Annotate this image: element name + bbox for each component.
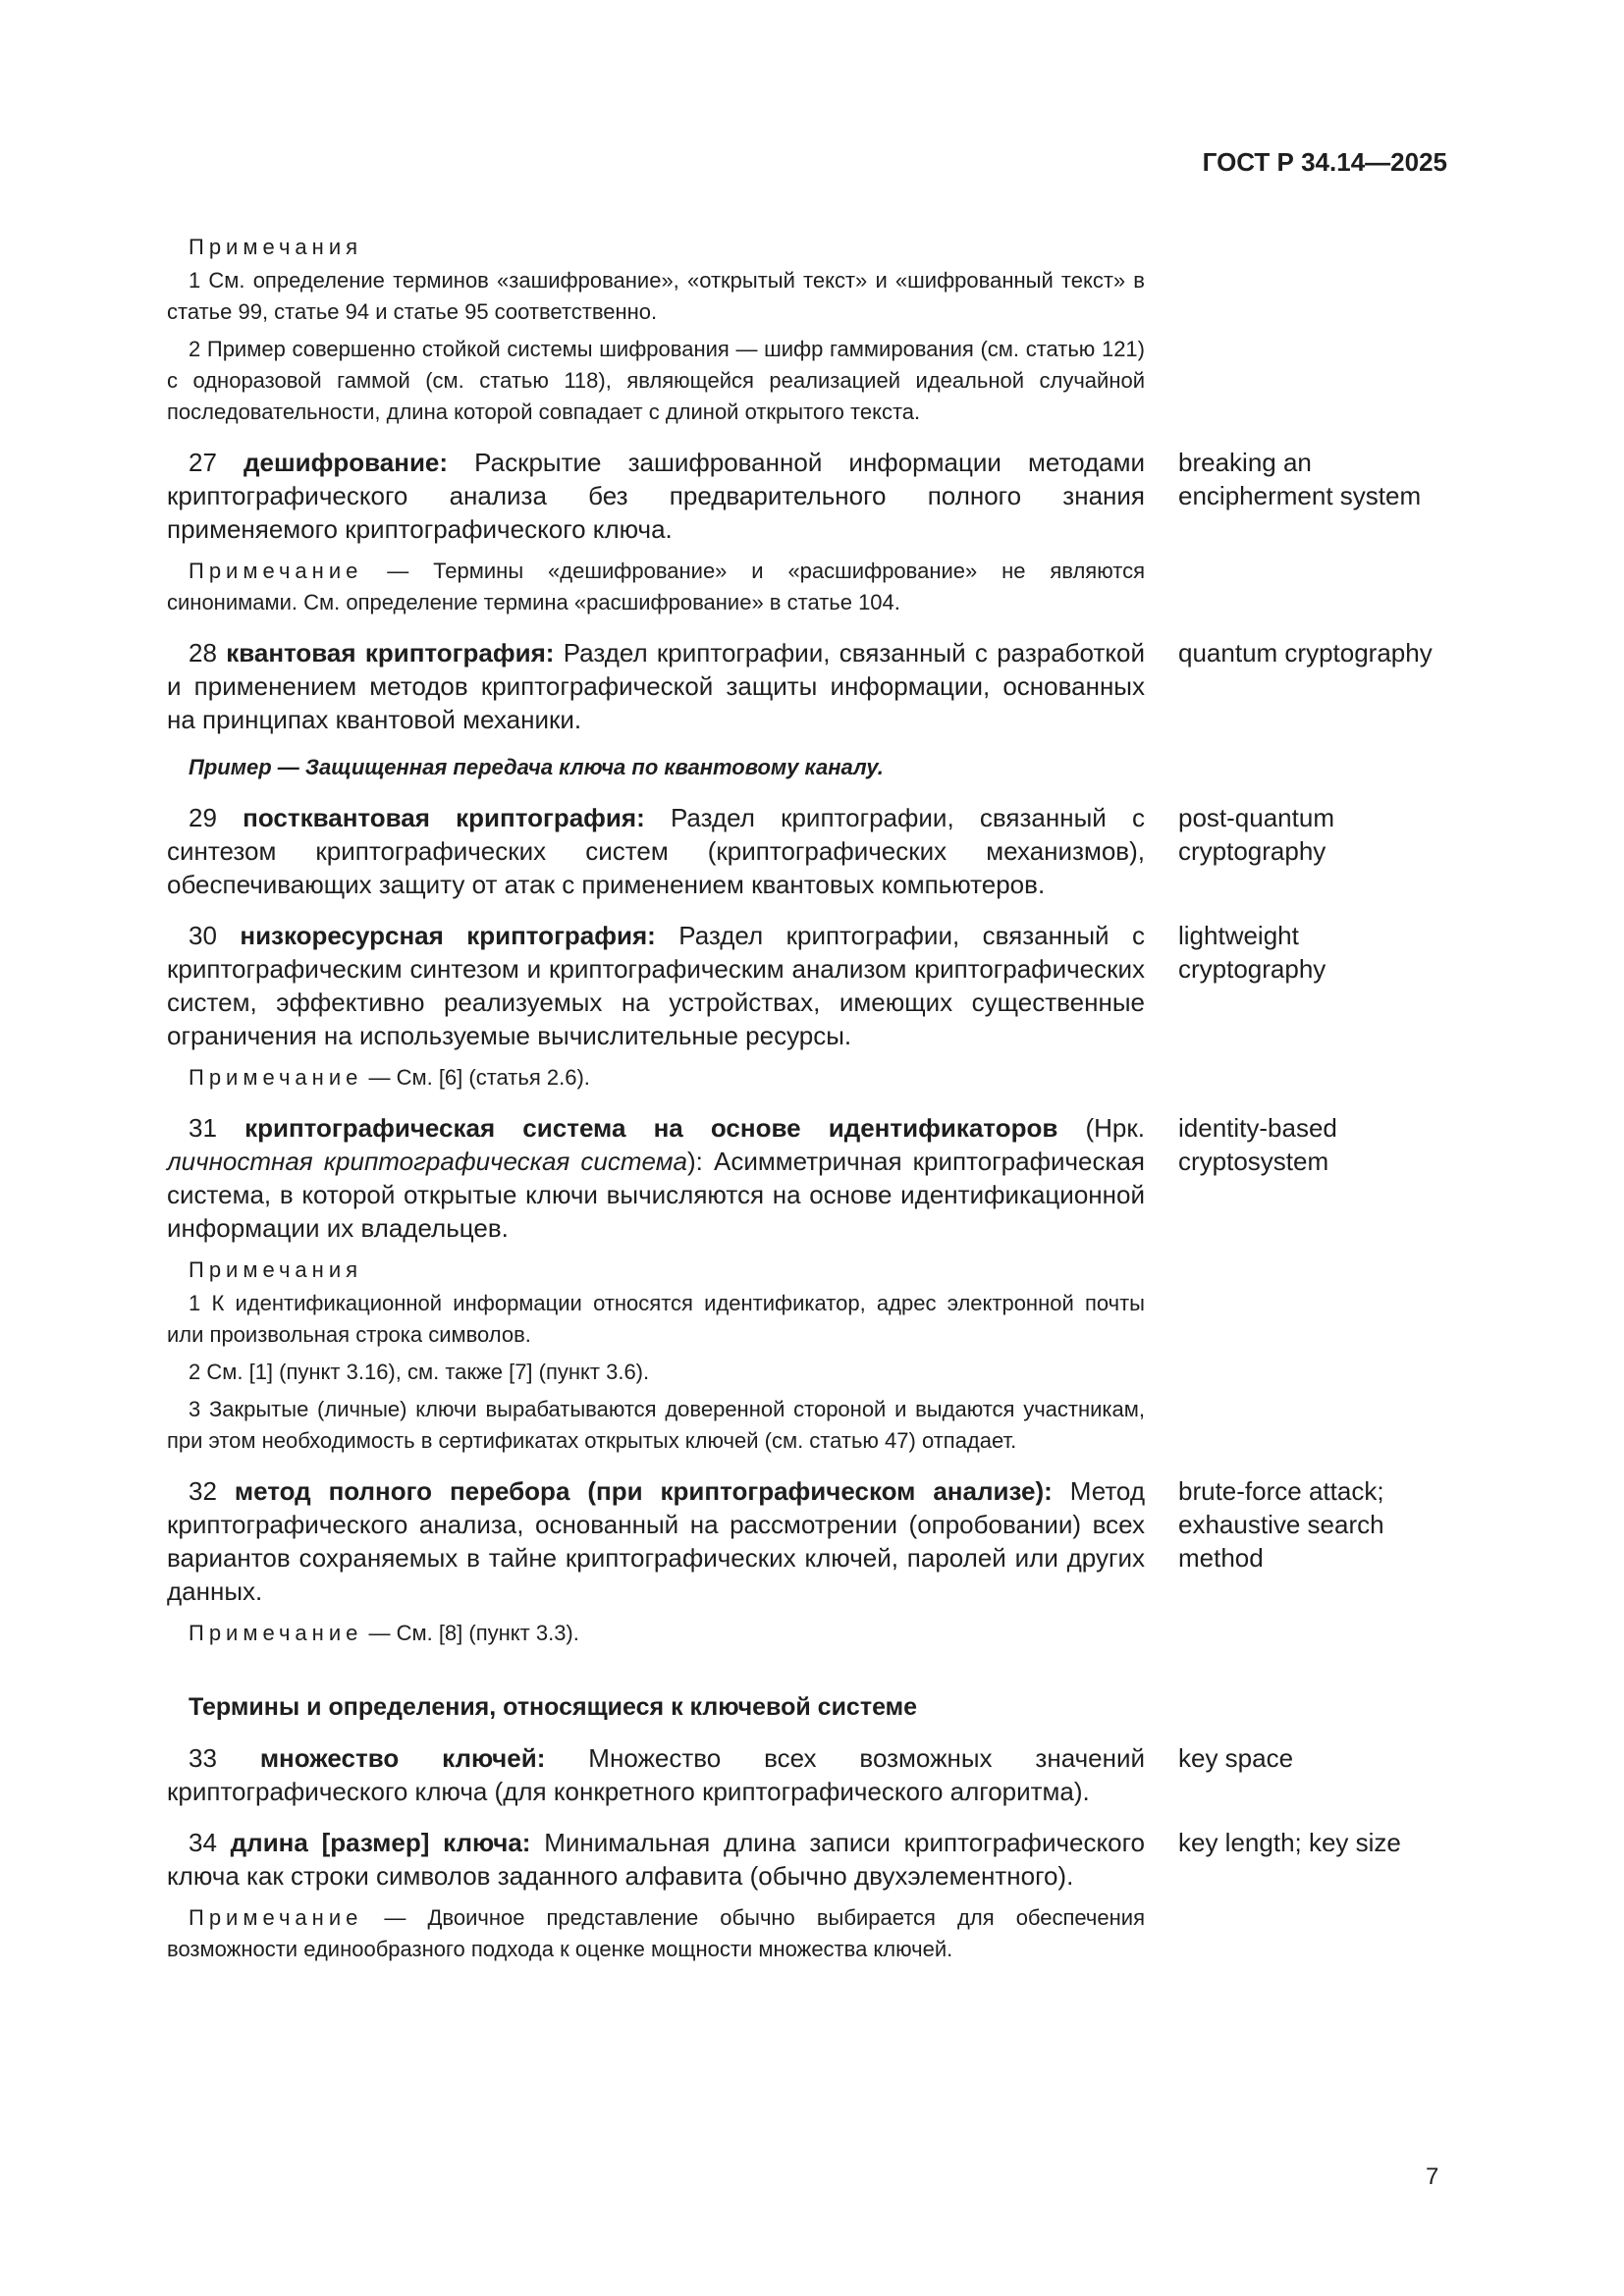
term-name: дешифрование:: [244, 448, 449, 477]
note-content: — Термины «дешифрование» и «расшифрование» не являются синонимами. См. определение термина «расшифрование» в статье 104.: [167, 559, 1145, 614]
document-header: ГОСТ Р 34.14—2025: [1202, 147, 1447, 177]
term-alt-close: ):: [686, 1147, 703, 1176]
section-heading: Термины и определения, относящиеся к ключевой системе: [189, 1693, 918, 1721]
term-number: 31: [189, 1113, 217, 1143]
term-body: [167, 1826, 1145, 1893]
notes-label: Примечания: [189, 235, 363, 259]
term-number: 28: [189, 638, 217, 667]
term-english: key space: [1178, 1743, 1294, 1773]
term-example: Пример — Защищенная передача ключа по квантовому каналу.: [189, 755, 884, 779]
term-body: [167, 1111, 1145, 1245]
term-english: brute-force attack; exhaustive search method: [1178, 1476, 1384, 1573]
note-label: Примечание: [189, 559, 363, 583]
term-body: [167, 801, 1145, 901]
term-english: key length; key size: [1178, 1828, 1401, 1857]
term-definition: Метод криптографического анализа, основанный на рассмотрении (опробовании) всех вариантов сохраняемых в тайне криптографических ключей, паролей или других данных.: [167, 1476, 1145, 1606]
term-name: низкоресурсная криптография:: [240, 921, 656, 950]
term-body: [167, 636, 1145, 736]
term-note: [167, 556, 1145, 618]
term-note: [167, 1618, 1145, 1649]
term-english: lightweight cryptography: [1178, 921, 1326, 984]
term-body: [167, 1474, 1145, 1608]
note-item: 2 См. [1] (пункт 3.16), см. также [7] (пункт 3.6).: [189, 1360, 650, 1384]
term-note: [167, 1062, 1145, 1094]
notes-label: Примечания: [189, 1257, 363, 1282]
term-definition: Раздел криптографии, связанный с разработкой и применением методов криптографической защиты информации, основанных на принципах квантовой механики.: [167, 638, 1145, 734]
term-entry-34: [167, 1826, 1443, 1893]
term-entry-30: [167, 919, 1443, 1052]
term-entry-31: [167, 1111, 1443, 1245]
term-number: 34: [189, 1828, 217, 1857]
term-english: quantum cryptography: [1178, 638, 1433, 667]
term-english: post-quantum cryptography: [1178, 803, 1334, 866]
term-definition: Раздел криптографии, связанный с криптографическим синтезом и криптографическим анализом криптографических систем, эффективно реализуемых на устройствах, имеющих существенные ограничения на используемые вычислительные ресурсы.: [167, 921, 1145, 1050]
term-number: 29: [189, 803, 217, 832]
note-label: Примечание: [189, 1905, 363, 1930]
term-definition: Асимметричная криптографическая система, в которой открытые ключи вычисляются на основе идентификационной информации их владельцев.: [167, 1147, 1145, 1243]
term-body: [167, 919, 1145, 1052]
term-alt-open: (Нрк.: [1057, 1113, 1145, 1143]
term-name: криптографическая система на основе идентификаторов: [244, 1113, 1058, 1143]
note-item: 1 К идентификационной информации относятся идентификатор, адрес электронной почты или произвольная строка символов.: [167, 1291, 1145, 1347]
term-number: 32: [189, 1476, 217, 1506]
term-entry-33: [167, 1741, 1443, 1808]
term-note: [167, 1902, 1145, 1965]
note-content: — См. [6] (статья 2.6).: [368, 1065, 590, 1090]
note-content: — Двоичное представление обычно выбирается для обеспечения возможности единообразного подхода к оценке мощности множества ключей.: [167, 1905, 1145, 1961]
term-alt-name: личностная криптографическая система: [167, 1147, 687, 1176]
term-entry-28: [167, 636, 1443, 736]
term-number: 27: [189, 448, 217, 477]
term-name: метод полного перебора (при криптографическом анализе):: [234, 1476, 1053, 1506]
note-item: 2 Пример совершенно стойкой системы шифрования — шифр гаммирования (см. статью 121) с одноразовой гаммой (см. статью 118), являющейся реализацией идеальной случайной последовательности, длина которой совпадает с длиной открытого текста.: [167, 337, 1145, 424]
term-english: identity-based cryptosystem: [1178, 1113, 1337, 1176]
term-english: breaking an encipherment system: [1178, 448, 1422, 510]
note-label: Примечание: [189, 1621, 363, 1645]
term-entry-32: [167, 1474, 1443, 1608]
term-definition: Множество всех возможных значений криптографического ключа (для конкретного криптографического алгоритма).: [167, 1743, 1145, 1806]
term-body: [167, 446, 1145, 546]
term-number: 33: [189, 1743, 217, 1773]
note-content: — См. [8] (пункт 3.3).: [368, 1621, 579, 1645]
term-definition: Раскрытие зашифрованной информации методами криптографического анализа без предварительного полного знания применяемого криптографического ключа.: [167, 448, 1145, 544]
document-body: [167, 232, 1443, 1971]
term-name: длина [размер] ключа:: [230, 1828, 531, 1857]
term-name: квантовая криптография:: [226, 638, 555, 667]
note-label: Примечание: [189, 1065, 363, 1090]
term-name: постквантовая криптография:: [243, 803, 645, 832]
note-item: 3 Закрытые (личные) ключи вырабатываются доверенной стороной и выдаются участникам, при этом необходимость в сертификатах открытых ключей (см. статью 47) отпадает.: [167, 1397, 1145, 1453]
term-body: [167, 1741, 1145, 1808]
term-definition: Раздел криптографии, связанный с синтезом криптографических систем (криптографических механизмов), обеспечивающих защиту от атак с применением квантовых компьютеров.: [167, 803, 1145, 899]
note-item: 1 См. определение терминов «зашифрование», «открытый текст» и «шифрованный текст» в статье 99, статье 94 и статье 95 соответственно.: [167, 268, 1145, 324]
term-entry-27: [167, 446, 1443, 546]
term-entry-29: [167, 801, 1443, 901]
term-definition: Минимальная длина записи криптографического ключа как строки символов заданного алфавита (обычно двухэлементного).: [167, 1828, 1145, 1891]
term-name: множество ключей:: [259, 1743, 546, 1773]
page-number: 7: [1426, 2163, 1439, 2190]
term-number: 30: [189, 921, 217, 950]
